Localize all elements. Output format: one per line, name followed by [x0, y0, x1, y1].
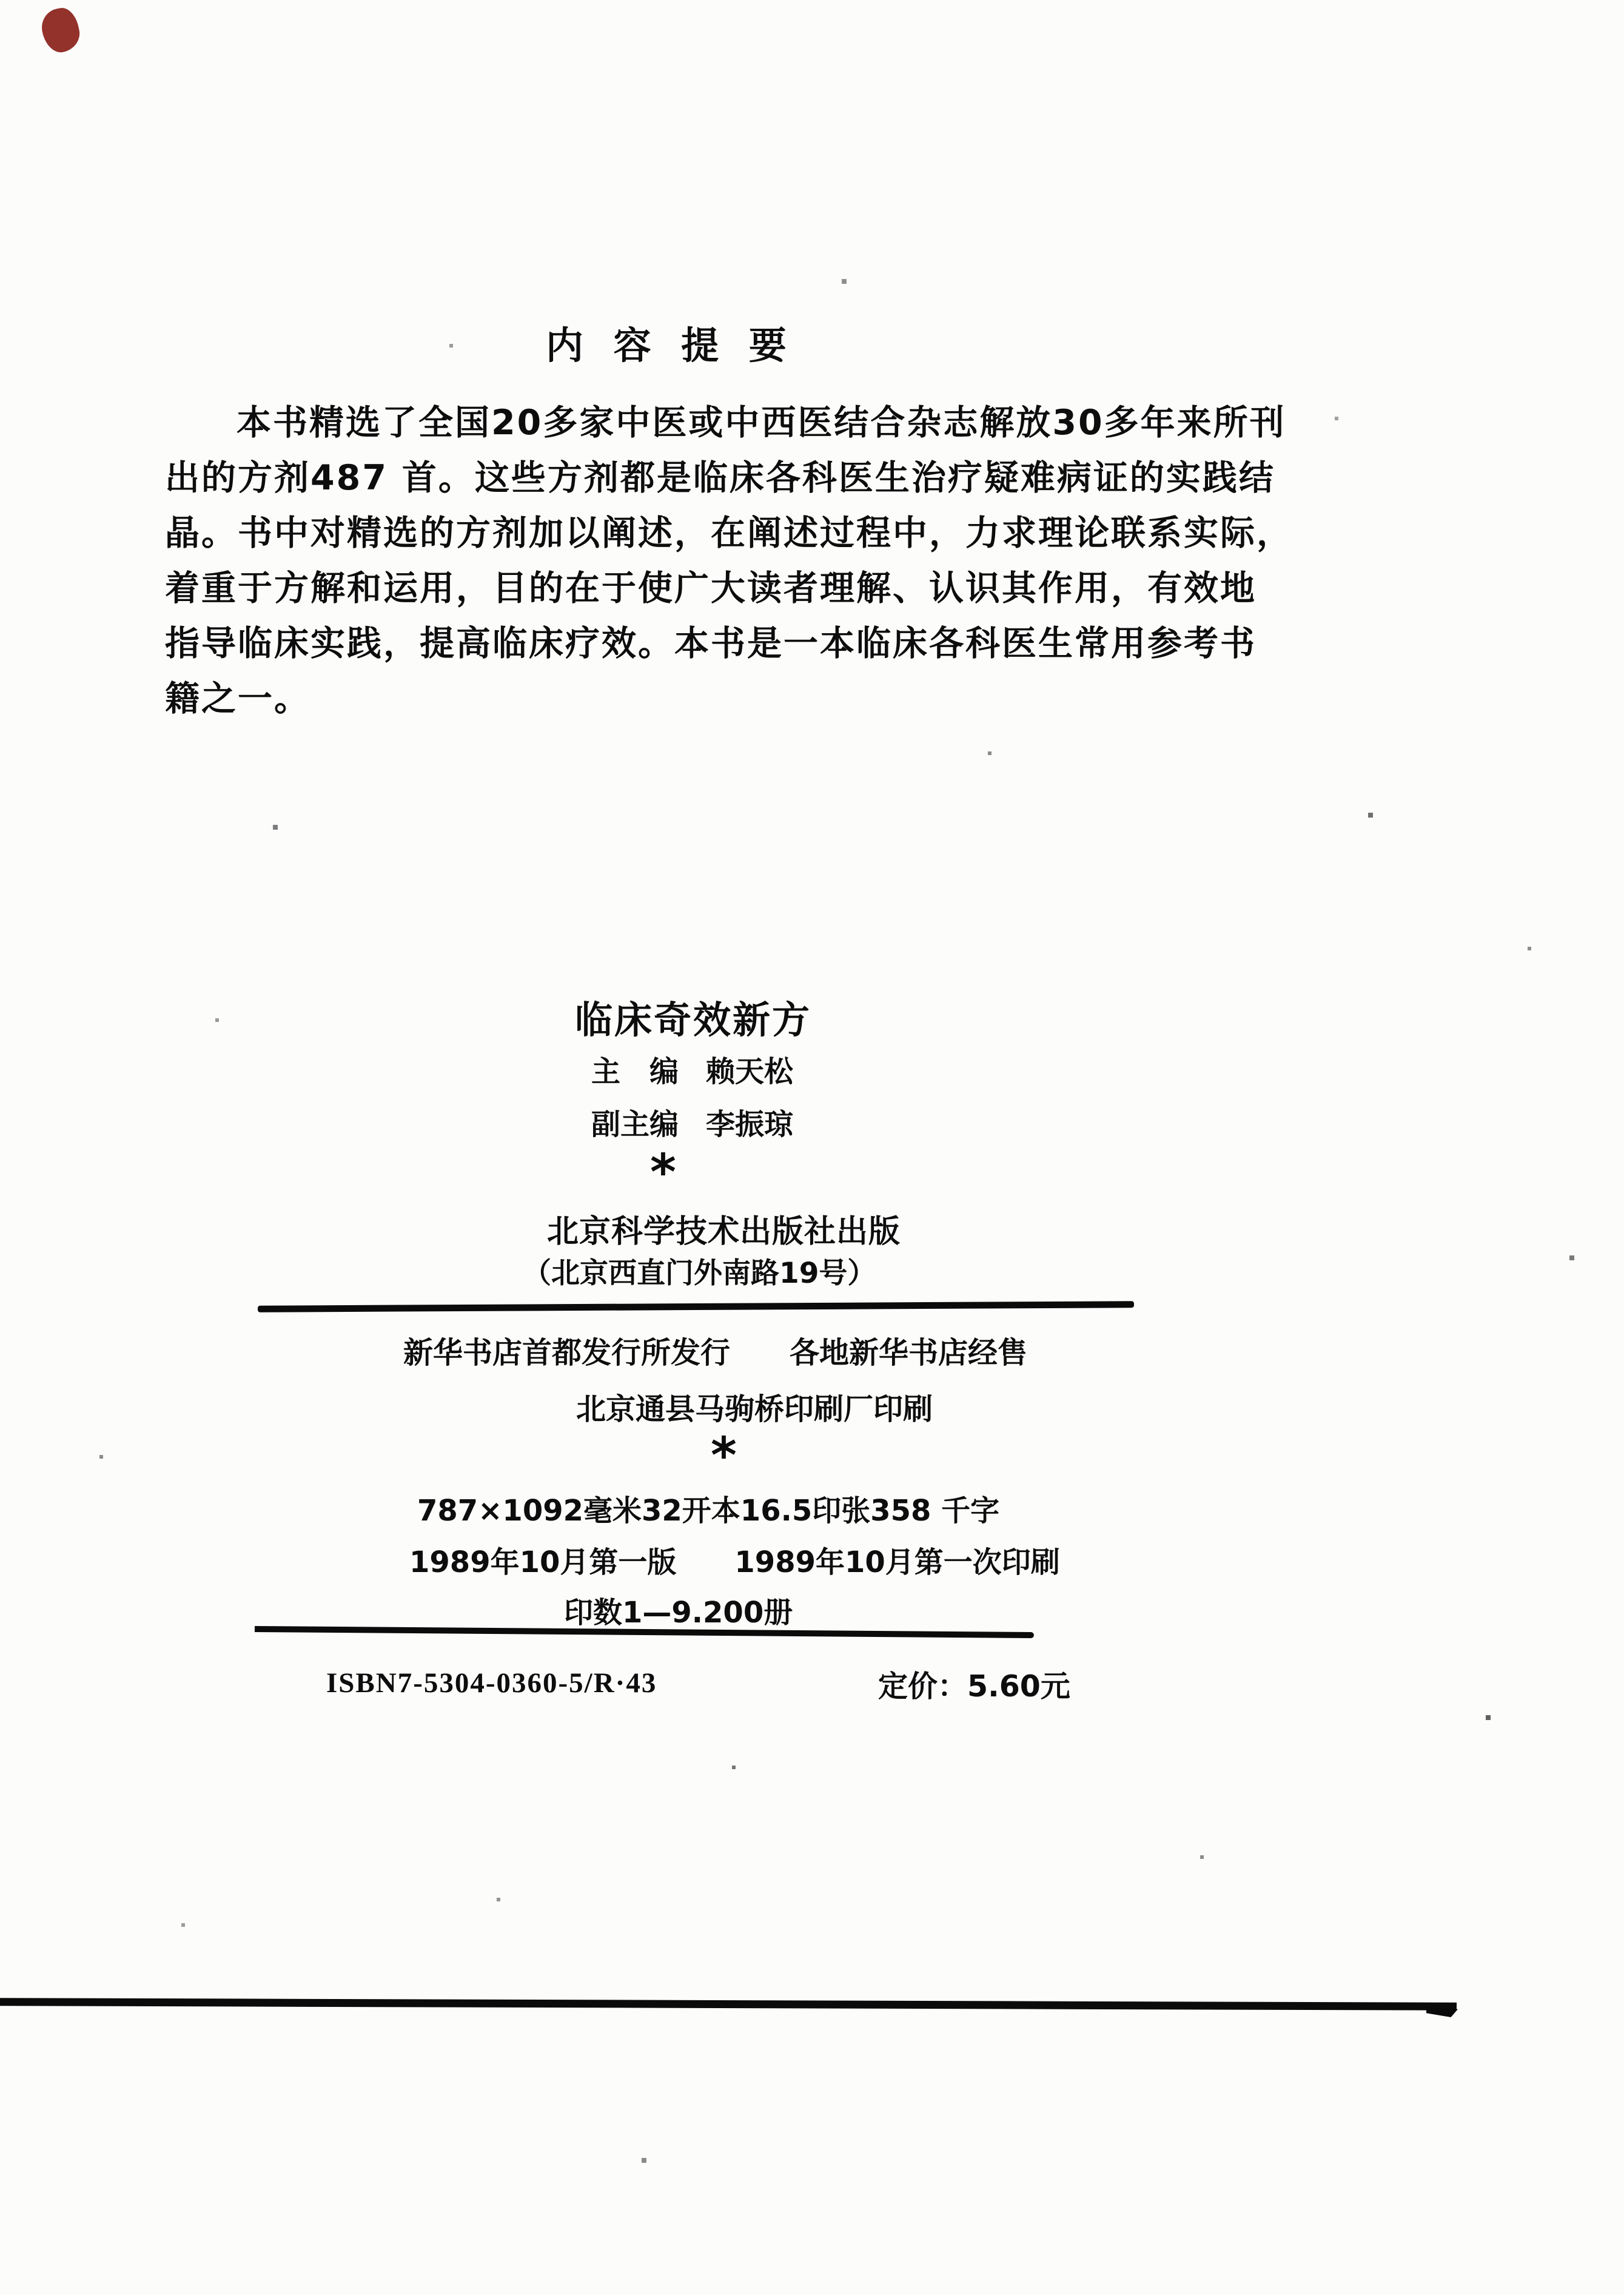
summary-line: 指导临床实践，提高临床疗效。本书是一本临床各科医生常用参考书	[165, 623, 1257, 664]
deputy-editor-label: 副主编	[591, 1107, 679, 1141]
publisher-address: （北京西直门外南路19号）	[523, 1257, 876, 1290]
divider-rule-bottom	[0, 1998, 1457, 2011]
asterisk-separator-icon: *	[650, 1144, 676, 1201]
printer-line: 北京通县马驹桥印刷厂印刷	[576, 1392, 933, 1426]
scan-ink-mark	[38, 5, 83, 56]
asterisk-separator-icon: *	[711, 1427, 737, 1485]
chief-editor-row	[591, 1048, 793, 1090]
book-title: 临床奇效新方	[575, 998, 812, 1042]
summary-line: 本书精选了全国20多家中医或中西医结合杂志解放30多年来所刊	[237, 403, 1286, 443]
divider-rule-top	[258, 1301, 1134, 1312]
scan-specks	[0, 0, 2, 2]
print-run-line: 印数1—9.200册	[564, 1596, 793, 1630]
summary-title: 内 容 提 要	[546, 323, 795, 368]
deputy-editor-name: 李振琼	[706, 1107, 794, 1141]
edition-line: 1989年10月第一版 1989年10月第一次印刷	[409, 1545, 1060, 1579]
format-line: 787×1092毫米32开本16.5印张358 千字	[417, 1494, 1000, 1528]
summary-line: 出的方剂487 首。这些方剂都是临床各科医生治疗疑难病证的实践结	[165, 458, 1275, 498]
publisher-line: 北京科学技术出版社出版	[547, 1214, 901, 1250]
summary-line: 籍之一。	[165, 679, 310, 719]
price-label: 定价：5.60元	[878, 1669, 1070, 1704]
chief-editor-name: 赖天松	[706, 1055, 794, 1089]
summary-line: 着重于方解和运用，目的在于使广大读者理解、认识其作用，有效地	[165, 568, 1257, 608]
summary-paragraph	[165, 395, 1329, 727]
summary-line: 晶。书中对精选的方剂加以阐述，在阐述过程中，力求理论联系实际，	[165, 513, 1293, 553]
deputy-editor-row	[591, 1101, 793, 1143]
distribution-line: 新华书店首都发行所发行 各地新华书店经售	[403, 1336, 1028, 1370]
chief-editor-label: 主 编	[591, 1055, 679, 1089]
isbn-number: ISBN7-5304-0360-5/R·43	[326, 1667, 657, 1699]
